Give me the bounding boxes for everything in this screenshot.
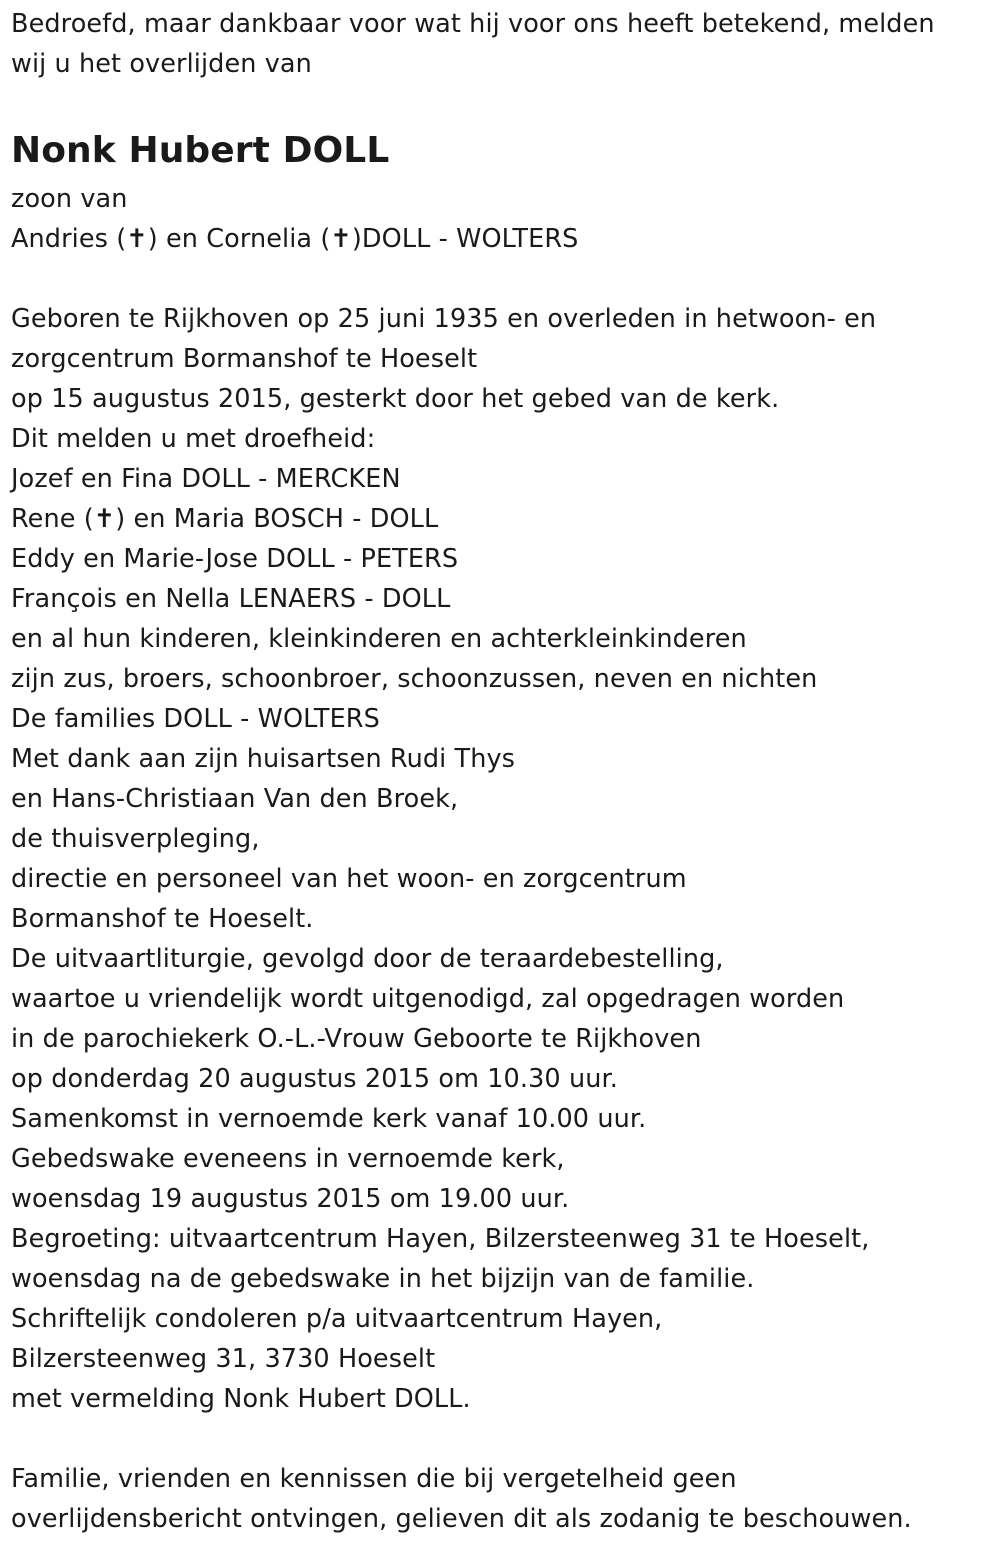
intro-line: wij u het overlijden van — [11, 49, 312, 79]
body-line: waartoe u vriendelijk wordt uitgenodigd, zal opgedragen worden — [11, 984, 845, 1014]
body-line: de thuisverpleging, — [11, 824, 260, 854]
body-line: Eddy en Marie-Jose DOLL - PETERS — [11, 544, 459, 574]
deceased-name: Nonk Hubert DOLL — [11, 130, 390, 171]
body-line: Jozef en Fina DOLL - MERCKEN — [11, 464, 401, 494]
body-line: Bilzersteenweg 31, 3730 Hoeselt — [11, 1344, 436, 1374]
body-line: Schriftelijk condoleren p/a uitvaartcentrum Hayen, — [11, 1304, 663, 1334]
body-line: Begroeting: uitvaartcentrum Hayen, Bilzersteenweg 31 te Hoeselt, — [11, 1224, 870, 1254]
death-notice — [11, 4, 991, 1539]
body-line: en Hans-Christiaan Van den Broek, — [11, 784, 459, 814]
parents-line: Andries (✝) en Cornelia (✝)DOLL - WOLTERS — [11, 224, 579, 254]
body-line: en al hun kinderen, kleinkinderen en achterkleinkinderen — [11, 624, 747, 654]
closing-line: overlijdensbericht ontvingen, gelieven dit als zodanig te beschouwen. — [11, 1504, 912, 1534]
body-line: zorgcentrum Bormanshof te Hoeselt — [11, 344, 478, 374]
body-line: De families DOLL - WOLTERS — [11, 704, 380, 734]
body-line: zijn zus, broers, schoonbroer, schoonzussen, neven en nichten — [11, 664, 818, 694]
body-line: woensdag 19 augustus 2015 om 19.00 uur. — [11, 1184, 570, 1214]
intro-paragraph — [11, 4, 991, 84]
body-line: Rene (✝) en Maria BOSCH - DOLL — [11, 504, 439, 534]
body-line: directie en personeel van het woon- en zorgcentrum — [11, 864, 687, 894]
body-line: De uitvaartliturgie, gevolgd door de teraardebestelling, — [11, 944, 724, 974]
body-line: op donderdag 20 augustus 2015 om 10.30 uur. — [11, 1064, 618, 1094]
body-line: Gebedswake eveneens in vernoemde kerk, — [11, 1144, 565, 1174]
body-line: Samenkomst in vernoemde kerk vanaf 10.00 uur. — [11, 1104, 647, 1134]
body-line: op 15 augustus 2015, gesterkt door het gebed van de kerk. — [11, 384, 780, 414]
body-line: in de parochiekerk O.-L.-Vrouw Geboorte te Rijkhoven — [11, 1024, 702, 1054]
intro-line: Bedroefd, maar dankbaar voor wat hij voor ons heeft betekend, melden — [11, 9, 935, 39]
closing-line: Familie, vrienden en kennissen die bij vergetelheid geen — [11, 1464, 737, 1494]
body-line: Dit melden u met droefheid: — [11, 424, 376, 454]
body-line: Bormanshof te Hoeselt. — [11, 904, 314, 934]
parents-paragraph — [11, 179, 991, 259]
body-line: met vermelding Nonk Hubert DOLL. — [11, 1384, 471, 1414]
parents-line: zoon van — [11, 184, 128, 214]
body-line: woensdag na de gebedswake in het bijzijn van de familie. — [11, 1264, 755, 1294]
body-paragraph — [11, 299, 991, 1419]
closing-paragraph — [11, 1459, 991, 1539]
body-line: François en Nella LENAERS - DOLL — [11, 584, 451, 614]
body-line: Geboren te Rijkhoven op 25 juni 1935 en overleden in hetwoon- en — [11, 304, 877, 334]
body-line: Met dank aan zijn huisartsen Rudi Thys — [11, 744, 516, 774]
